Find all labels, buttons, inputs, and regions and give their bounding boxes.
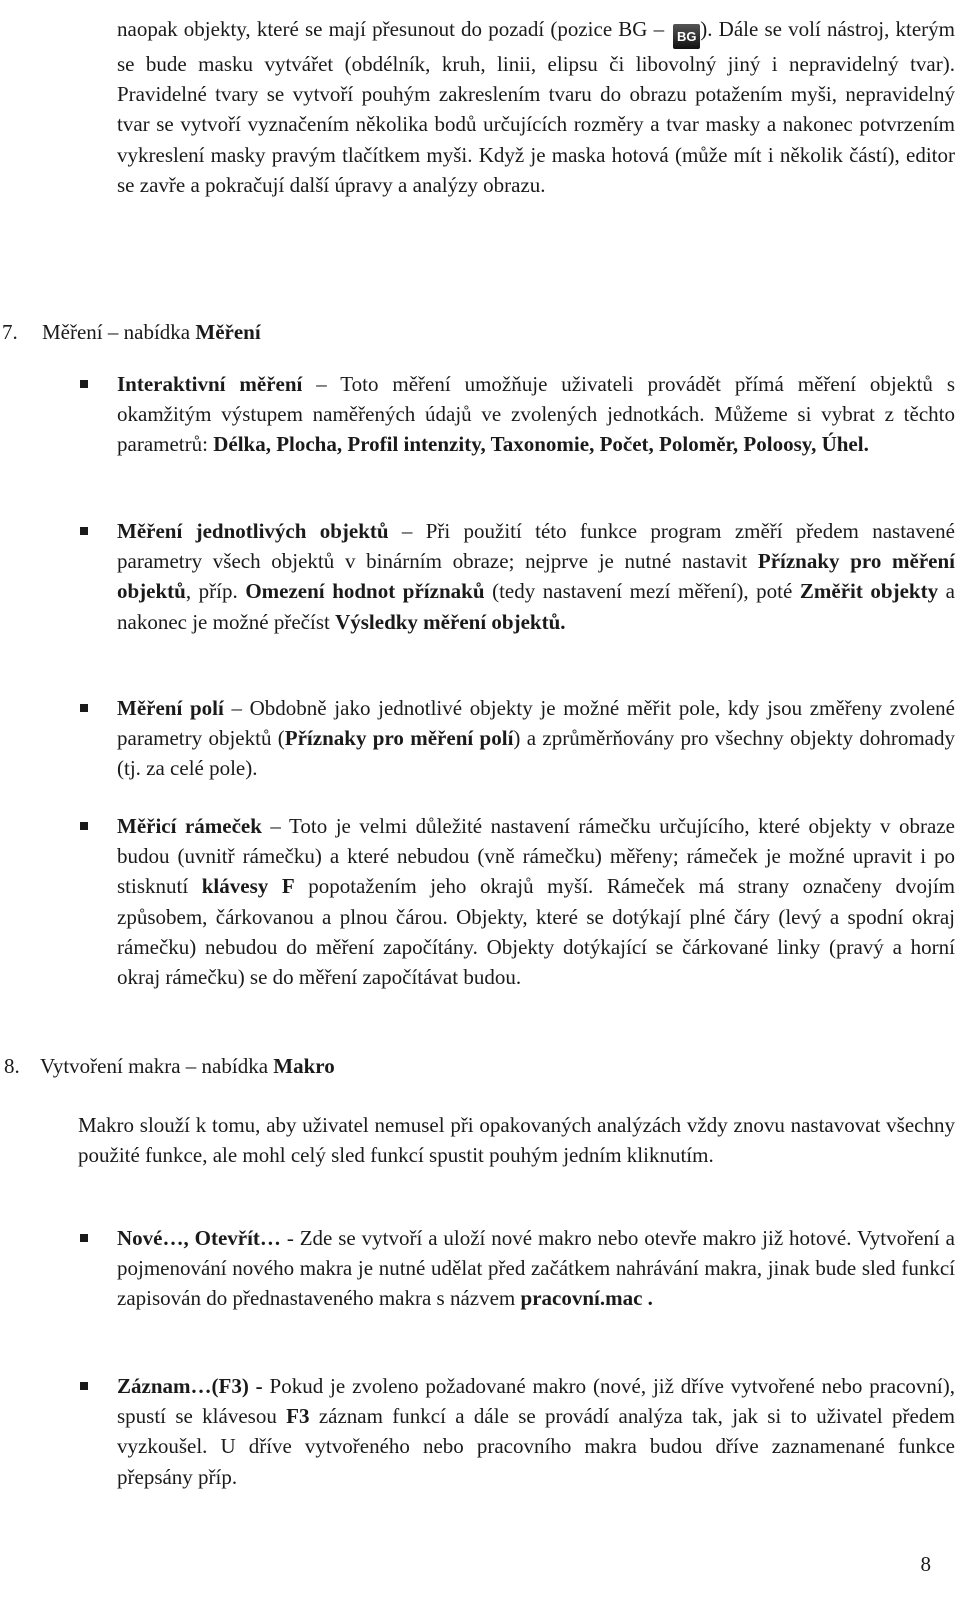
bold-text: Délka, Plocha, Profil intenzity, Taxonomie, Počet, Poloměr, Poloosy, Úhel.	[213, 432, 869, 457]
body-text: záznam funkcí a dále se provádí analýza tak, jak si to uživatel předem vyzkoušel. U dříve vytvořeného nebo pracovního makra budou dříve zaznamenané funkce přepsány příp.	[117, 1404, 956, 1489]
section-7-number: 7.	[2, 320, 18, 344]
bold-text: Příznaky pro měření polí	[284, 726, 514, 751]
body-text: ) a zprůměrňovány pro všechny objekty dohromady (tj. za celé pole).	[117, 726, 955, 781]
section-8-title-bold: Makro	[273, 1054, 335, 1078]
bullet-marker	[80, 1382, 88, 1390]
bullet-marker	[80, 704, 88, 712]
section-7-title-bold: Měření	[195, 320, 261, 344]
bullet-marker	[80, 527, 88, 535]
bold-text: klávesy F	[201, 874, 295, 899]
bold-text: Příznaky pro měření objektů	[117, 549, 955, 604]
body-text: – Toto měření umožňuje uživateli provádět přímá měření objektů s okamžitým výstupem naměřených údajů ve zvolených jednotkách. Můžeme si vybrat z těchto parametrů:	[117, 372, 955, 457]
bullet-marker	[80, 380, 88, 388]
body-text: , příp.	[185, 579, 246, 604]
intro-text-part1: naopak objekty, které se mají přesunout do pozadí (pozice BG –	[117, 17, 671, 41]
bullet-merici-ramecek	[117, 811, 955, 992]
body-text: – Obdobně jako jednotlivé objekty je možné měřit pole, kdy jsou změřeny zvolené parametry objektů (	[117, 696, 955, 751]
body-text: popotažením jeho okrajů myší. Rámeček má strany označeny dvojím způsobem, čárkovanou a plnou čárou. Objekty, které se dotýkají plné čáry (levý a spodní okraj rámečku) nebudou do měření započítány. Objekty dotýkající se čárkované linky (pravý a horní okraj rámečku) se do měření započítávat budou.	[117, 874, 955, 990]
section-8-number: 8.	[4, 1054, 20, 1078]
section-8-heading	[4, 1051, 335, 1081]
bold-text: Měření polí	[117, 696, 224, 720]
body-text: Pokud je zvoleno požadované makro (nové, již dříve vytvořené nebo pracovní), spustí se klávesou	[117, 1374, 956, 1429]
bold-text: Měření jednotlivých objektů	[117, 519, 389, 543]
bullet-nove-otevrit	[117, 1223, 955, 1314]
bold-text: Měřicí rámeček	[117, 814, 262, 838]
bold-text: Výsledky měření objektů.	[335, 609, 566, 634]
bold-text: F3	[286, 1404, 310, 1429]
bg-position-icon: BG	[673, 24, 700, 49]
intro-paragraph	[117, 14, 955, 200]
bold-text: Omezení hodnot příznaků	[245, 579, 485, 604]
bold-text: Nové…, Otevřít…	[117, 1226, 281, 1250]
bullet-zaznam	[117, 1371, 955, 1492]
bold-text: Interaktivní měření	[117, 372, 303, 396]
section-8-title: Vytvoření makra – nabídka	[40, 1054, 274, 1078]
bullet-marker	[80, 822, 88, 830]
section-7-title: Měření – nabídka	[42, 320, 196, 344]
bullet-interaktivni-mereni	[117, 369, 955, 460]
bullet-mereni-objektu	[117, 516, 955, 637]
section-7-heading	[2, 317, 261, 347]
body-text: – Při použití této funkce program změří předem nastavené parametry všech objektů v binárním obraze; nejprve je nutné nastavit	[117, 519, 955, 574]
body-text: a nakonec je možné přečíst	[117, 579, 956, 634]
bullet-mereni-poli	[117, 693, 955, 784]
bullet-marker	[80, 1234, 88, 1242]
intro-text-part2: ). Dále se volí nástroj, kterým se bude masku vytvářet (obdélník, kruh, linii, elipsu či libovolný jiný i nepravidelný tvar). Pravidelné tvary se vytvoří pouhým zakreslením tvaru do obrazu potažením myši, nepravidelný tvar se vytvoří vyznačením několika bodů určujících rozměry a tvar masky a nakonec potvrzením vykreslení masky pravým tlačítkem myši. Když je maska hotová (může mít i několik částí), editor se zavře a pokračují další úpravy a analýzy obrazu.	[117, 17, 955, 197]
body-text: (tedy nastavení mezí měření), poté	[484, 579, 800, 604]
bold-text: Změřit objekty	[799, 579, 939, 604]
page-number: 8	[920, 1552, 931, 1576]
body-text: - Zde se vytvoří a uloží nové makro nebo otevře makro již hotové. Vytvoření a pojmenování nového makra je nutné udělat před začátkem nahrávání makra, jinak bude sled funkcí zapisován do přednastaveného makra s názvem	[117, 1226, 955, 1311]
makro-paragraph: Makro slouží k tomu, aby uživatel nemusel při opakovaných analýzách vždy znovu nastavovat všechny použité funkce, ale mohl celý sled funkcí spustit pouhým jedním kliknutím.	[78, 1113, 955, 1168]
body-text: – Toto je velmi důležité nastavení rámečku určujícího, které objekty v obraze budou (uvnitř rámečku) a které nebudou (vně rámečku) měřeny; rámeček je možné upravit i po stisknutí	[117, 814, 955, 899]
bold-text: pracovní.mac .	[520, 1286, 653, 1311]
bold-text: Záznam…(F3) -	[117, 1374, 263, 1398]
